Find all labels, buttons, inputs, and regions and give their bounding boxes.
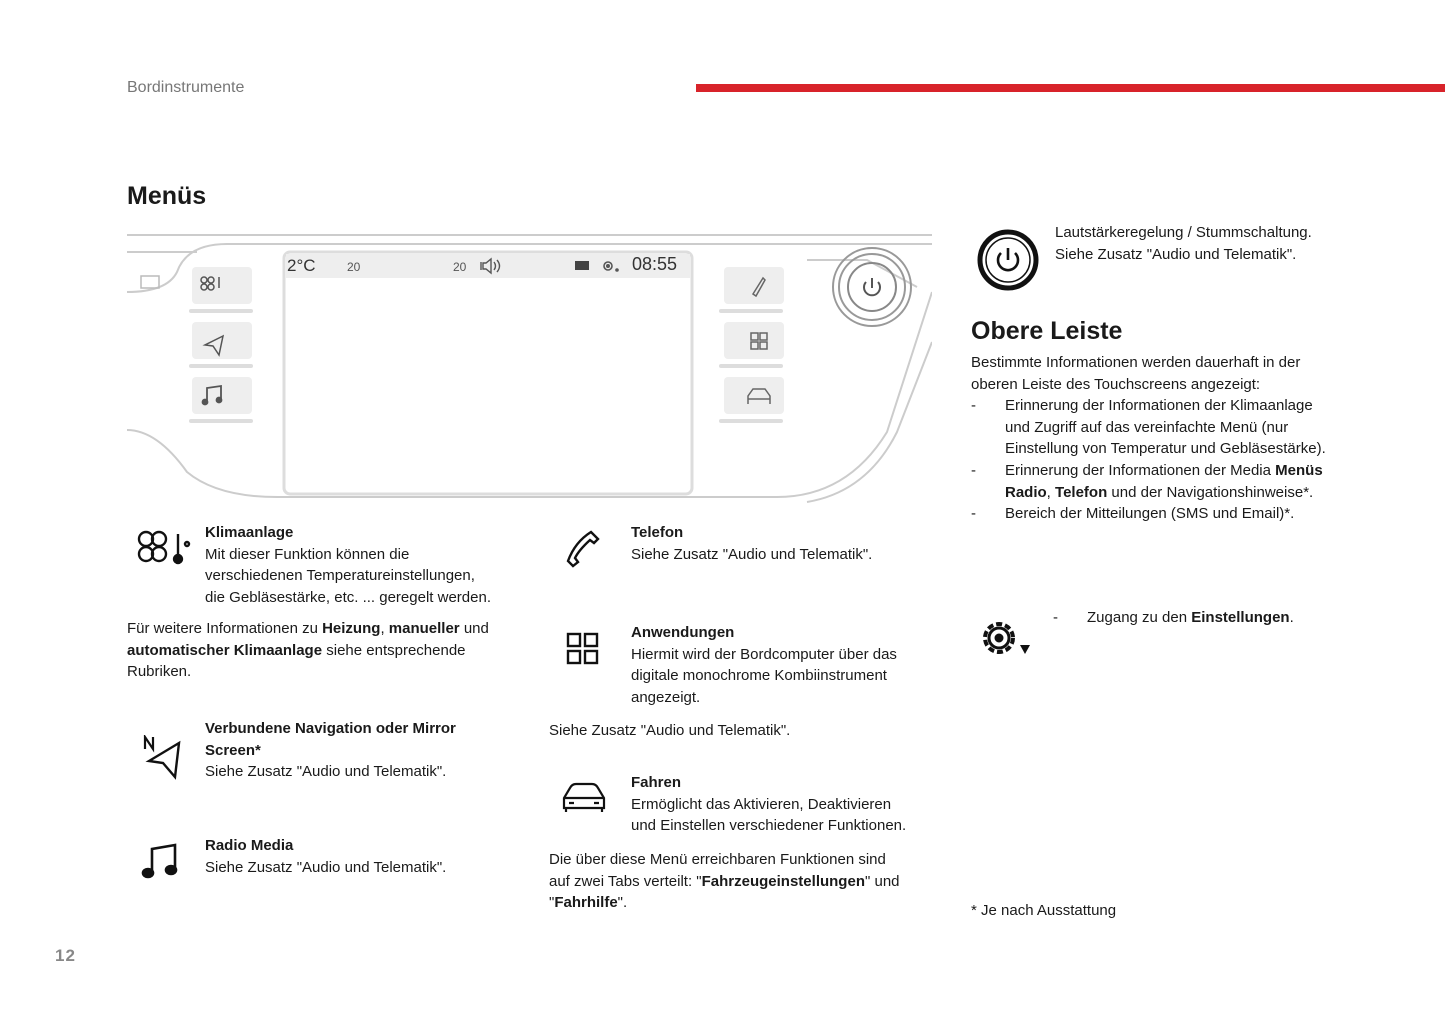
page-number: 12	[55, 946, 76, 965]
text-segment: Verbundene Navigation oder Mirror	[205, 720, 456, 737]
text-segment: Einstellungen	[1191, 609, 1290, 626]
text-segment: oberen Leiste des Touchscreens angezeigt:	[971, 375, 1261, 393]
klima-more	[127, 618, 547, 683]
music-icon	[140, 843, 180, 879]
text-segment: Die über diese Menü erreichbaren Funktionen sind	[549, 851, 886, 868]
fahren-block	[631, 772, 941, 837]
text-segment: digitale monochrome Kombiinstrument	[631, 667, 887, 685]
text-segment: auf zwei Tabs verteilt: "	[549, 872, 702, 890]
settings-text	[1087, 607, 1294, 629]
phone-icon	[565, 530, 601, 568]
klima-text: die Gebläsestärke, etc. ... geregelt werden.	[205, 588, 491, 606]
text-segment: Siehe Zusatz "Audio und Telematik".	[631, 545, 873, 563]
text-segment: automatischer Klimaanlage	[127, 641, 323, 659]
navigation-icon	[143, 735, 183, 780]
text-segment: Menüs	[1275, 461, 1323, 479]
fahren-more	[549, 849, 949, 914]
text-segment: -	[971, 397, 976, 415]
touchscreen-drawing	[127, 232, 932, 517]
screen-fan-right: 20	[453, 260, 467, 274]
obere-leiste-text	[971, 352, 1371, 525]
power-button-icon	[977, 229, 1039, 291]
text-segment: und Zugriff auf das vereinfachte Menü (nur	[1005, 418, 1289, 436]
text-segment: und der Navigationshinweise*.	[1107, 483, 1314, 501]
accent-bar	[696, 84, 1445, 92]
screen-time: 08:55	[632, 254, 678, 274]
text-segment: Telefon	[631, 524, 684, 541]
text-segment: Telefon	[1055, 483, 1108, 501]
text-segment: " und	[864, 872, 900, 890]
footnote: * Je nach Ausstattung	[971, 902, 1117, 919]
klima-text: Mit dieser Funktion können die	[205, 545, 410, 563]
telefon-block	[631, 522, 931, 565]
text-segment: Heizung	[322, 620, 381, 637]
text-segment: Siehe Zusatz "Audio und Telematik".	[205, 763, 447, 781]
text-segment: ,	[1046, 483, 1056, 501]
text-segment: Fahrzeugeinstellungen	[701, 872, 865, 890]
screen-fan-left: 20	[347, 260, 361, 274]
text-segment: Einstellung von Temperatur und Gebläsestärke).	[1005, 440, 1326, 458]
list-item	[971, 395, 1371, 460]
text-segment: Lautstärkeregelung / Stummschaltung.	[1055, 224, 1312, 241]
text-segment: Siehe Zusatz "Audio und Telematik".	[1055, 245, 1297, 263]
settings-gear-icon	[978, 617, 1034, 661]
page-title: Menüs	[127, 182, 207, 210]
list-item	[971, 460, 1371, 503]
section-header: Bordinstrumente	[127, 79, 245, 96]
list-item	[971, 503, 1371, 525]
text-segment: "	[549, 894, 555, 912]
text-segment: Ermöglicht das Aktivieren, Deaktivieren	[631, 795, 892, 813]
text-segment: Screen*	[205, 741, 261, 759]
text-segment: und Einstellen verschiedener Funktionen.	[631, 817, 907, 835]
klima-block	[205, 522, 535, 608]
text-segment: Siehe Zusatz "Audio und Telematik".	[205, 858, 447, 876]
text-segment: und	[459, 620, 489, 637]
apps-grid-icon	[566, 632, 600, 666]
text-segment: ".	[617, 894, 628, 912]
text-segment: Rubriken.	[127, 663, 192, 681]
text-segment: siehe entsprechende	[322, 641, 466, 659]
obere-leiste-heading: Obere Leiste	[971, 317, 1123, 345]
text-segment: Zugang zu den	[1087, 609, 1192, 626]
climate-icon	[135, 528, 193, 568]
text-segment: .	[1289, 609, 1294, 626]
text-segment: -	[971, 505, 976, 523]
settings-dash: -	[1053, 609, 1058, 626]
text-segment: Anwendungen	[631, 624, 735, 641]
text-segment: Radio	[1005, 483, 1047, 501]
text-segment: Erinnerung der Informationen der Klimaanlage	[1005, 397, 1313, 415]
text-segment: Erinnerung der Informationen der Media	[1005, 461, 1276, 479]
klima-title: Klimaanlage	[205, 524, 294, 541]
klima-text: verschiedenen Temperatureinstellungen,	[205, 567, 475, 585]
radio-block	[205, 835, 535, 878]
apps-block	[631, 622, 931, 708]
text-segment: ,	[380, 620, 389, 637]
text-segment: angezeigt.	[631, 688, 701, 706]
apps-after: Siehe Zusatz "Audio und Telematik".	[549, 722, 791, 739]
text-segment: Radio Media	[205, 837, 294, 854]
text-segment: Fahrhilfe	[554, 894, 618, 912]
text-segment: Fahren	[631, 774, 682, 791]
touchscreen-illustration	[127, 232, 932, 517]
text-segment: manueller	[388, 620, 460, 637]
nav-block	[205, 718, 535, 783]
text-segment: Bestimmte Informationen werden dauerhaft in der	[971, 354, 1301, 371]
text-segment: Hiermit wird der Bordcomputer über das	[631, 645, 897, 663]
car-icon	[561, 780, 607, 814]
power-text	[1055, 222, 1312, 265]
text-segment: Für weitere Informationen zu	[127, 620, 323, 637]
text-segment: Bereich der Mitteilungen (SMS und Email)*.	[1005, 505, 1295, 523]
screen-temperature: 2°C	[287, 256, 316, 275]
text-segment: -	[971, 461, 976, 479]
